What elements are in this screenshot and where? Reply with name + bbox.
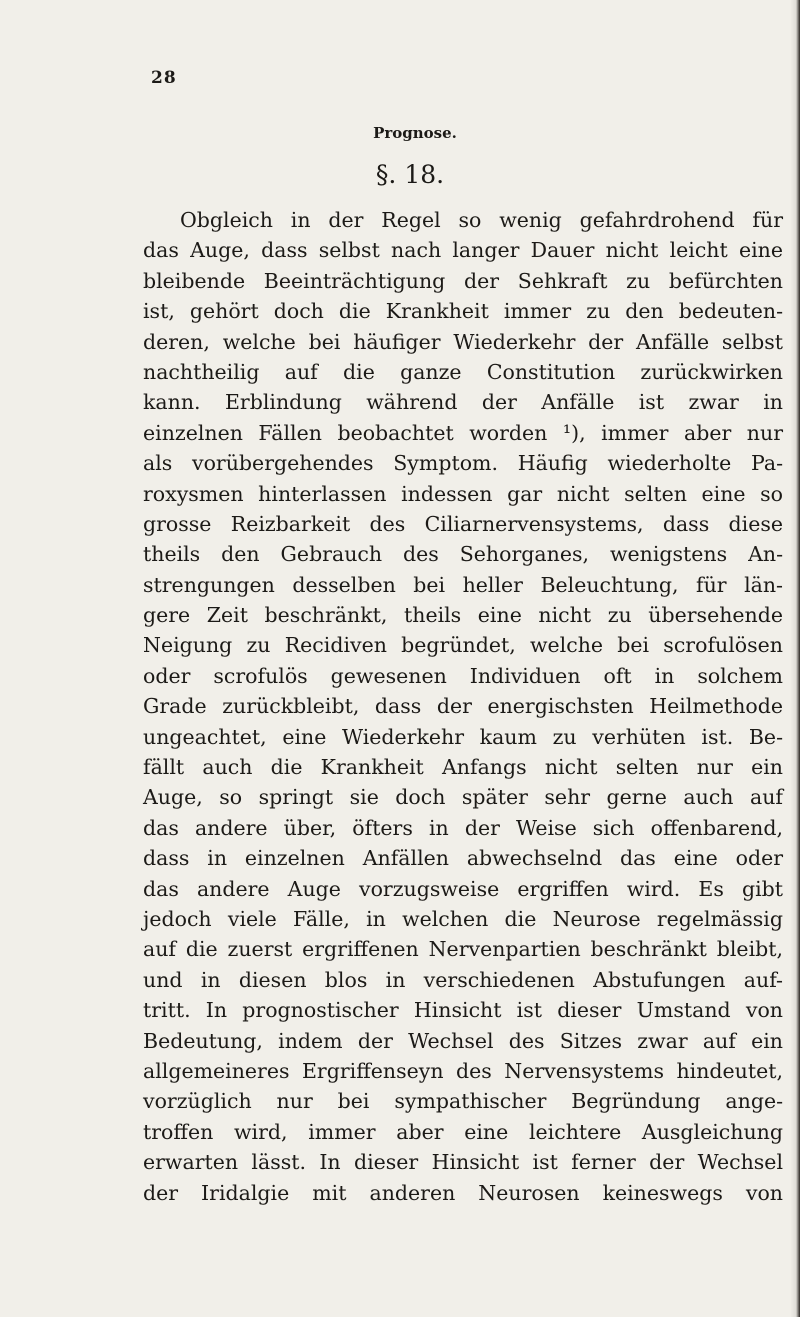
text-line: das andere Auge vorzugsweise ergriffen wird. Es gibt — [143, 876, 783, 901]
text-line: vorzüglich nur bei sympathischer Begründung ange- — [143, 1089, 783, 1114]
text-line: Obgleich in der Regel so wenig gefahrdrohend für — [180, 208, 783, 232]
text-line: Auge, so springt sie doch später sehr gerne auch auf — [143, 785, 783, 810]
text-line: der Iridalgie mit anderen Neurosen keineswegs von — [143, 1180, 783, 1205]
text-line: bleibende Beeinträchtigung der Sehkraft zu befürchten — [143, 268, 783, 293]
text-line: grosse Reizbarkeit des Ciliarnervensystems, dass diese — [143, 511, 783, 536]
text-line: kann. Erblindung während der Anfälle ist zwar in — [143, 390, 783, 415]
text-line: dass in einzelnen Anfällen abwechselnd das eine oder — [143, 846, 783, 871]
text-line: roxysmen hinterlassen indessen gar nicht selten eine so — [143, 481, 783, 506]
text-line: nachtheilig auf die ganze Constitution zurückwirken — [143, 359, 783, 384]
text-line: gere Zeit beschränkt, theils eine nicht zu übersehende — [143, 603, 783, 628]
text-line: theils den Gebrauch des Sehorganes, wenigstens An- — [143, 542, 783, 567]
text-line: strengungen desselben bei heller Beleuchtung, für län- — [143, 572, 783, 597]
text-line: das Auge, dass selbst nach langer Dauer nicht leicht eine — [143, 238, 783, 263]
text-line: das andere über, öfters in der Weise sich offenbarend, — [143, 815, 783, 840]
text-line: tritt. In prognostischer Hinsicht ist dieser Umstand von — [143, 998, 783, 1023]
text-line: oder scrofulös gewesenen Individuen oft in solchem — [143, 663, 783, 688]
body-text — [143, 205, 783, 1208]
text-line: Neigung zu Recidiven begründet, welche bei scrofulösen — [143, 633, 783, 658]
text-line: als vorübergehendes Symptom. Häufig wiederholte Pa- — [143, 451, 783, 476]
running-head: Prognose. — [373, 124, 457, 142]
text-line: jedoch viele Fälle, in welchen die Neurose regelmässig — [143, 906, 783, 931]
text-line: und in diesen blos in verschiedenen Abstufungen auf- — [143, 967, 783, 992]
text-line: auf die zuerst ergriffenen Nervenpartien beschränkt bleibt, — [143, 937, 783, 962]
text-line: fällt auch die Krankheit Anfangs nicht selten nur ein — [143, 755, 783, 780]
text-line: einzelnen Fällen beobachtet worden ¹), immer aber nur — [143, 420, 783, 445]
text-line: allgemeineres Ergriffenseyn des Nervensystems hindeutet, — [143, 1058, 783, 1083]
text-line: Bedeutung, indem der Wechsel des Sitzes zwar auf ein — [143, 1028, 783, 1053]
section-number: §. 18. — [375, 160, 445, 189]
text-line: Grade zurückbleibt, dass der energischsten Heilmethode — [143, 694, 783, 719]
text-line: ist, gehört doch die Krankheit immer zu den bedeuten- — [143, 299, 783, 324]
page-number: 28 — [151, 68, 177, 88]
text-line: erwarten lässt. In dieser Hinsicht ist ferner der Wechsel — [143, 1150, 783, 1175]
text-line: ungeachtet, eine Wiederkehr kaum zu verhüten ist. Be- — [143, 724, 783, 749]
text-line: troffen wird, immer aber eine leichtere Ausgleichung — [143, 1119, 783, 1144]
text-line: deren, welche bei häufiger Wiederkehr der Anfälle selbst — [143, 329, 783, 354]
page-edge-shadow — [790, 0, 800, 1317]
